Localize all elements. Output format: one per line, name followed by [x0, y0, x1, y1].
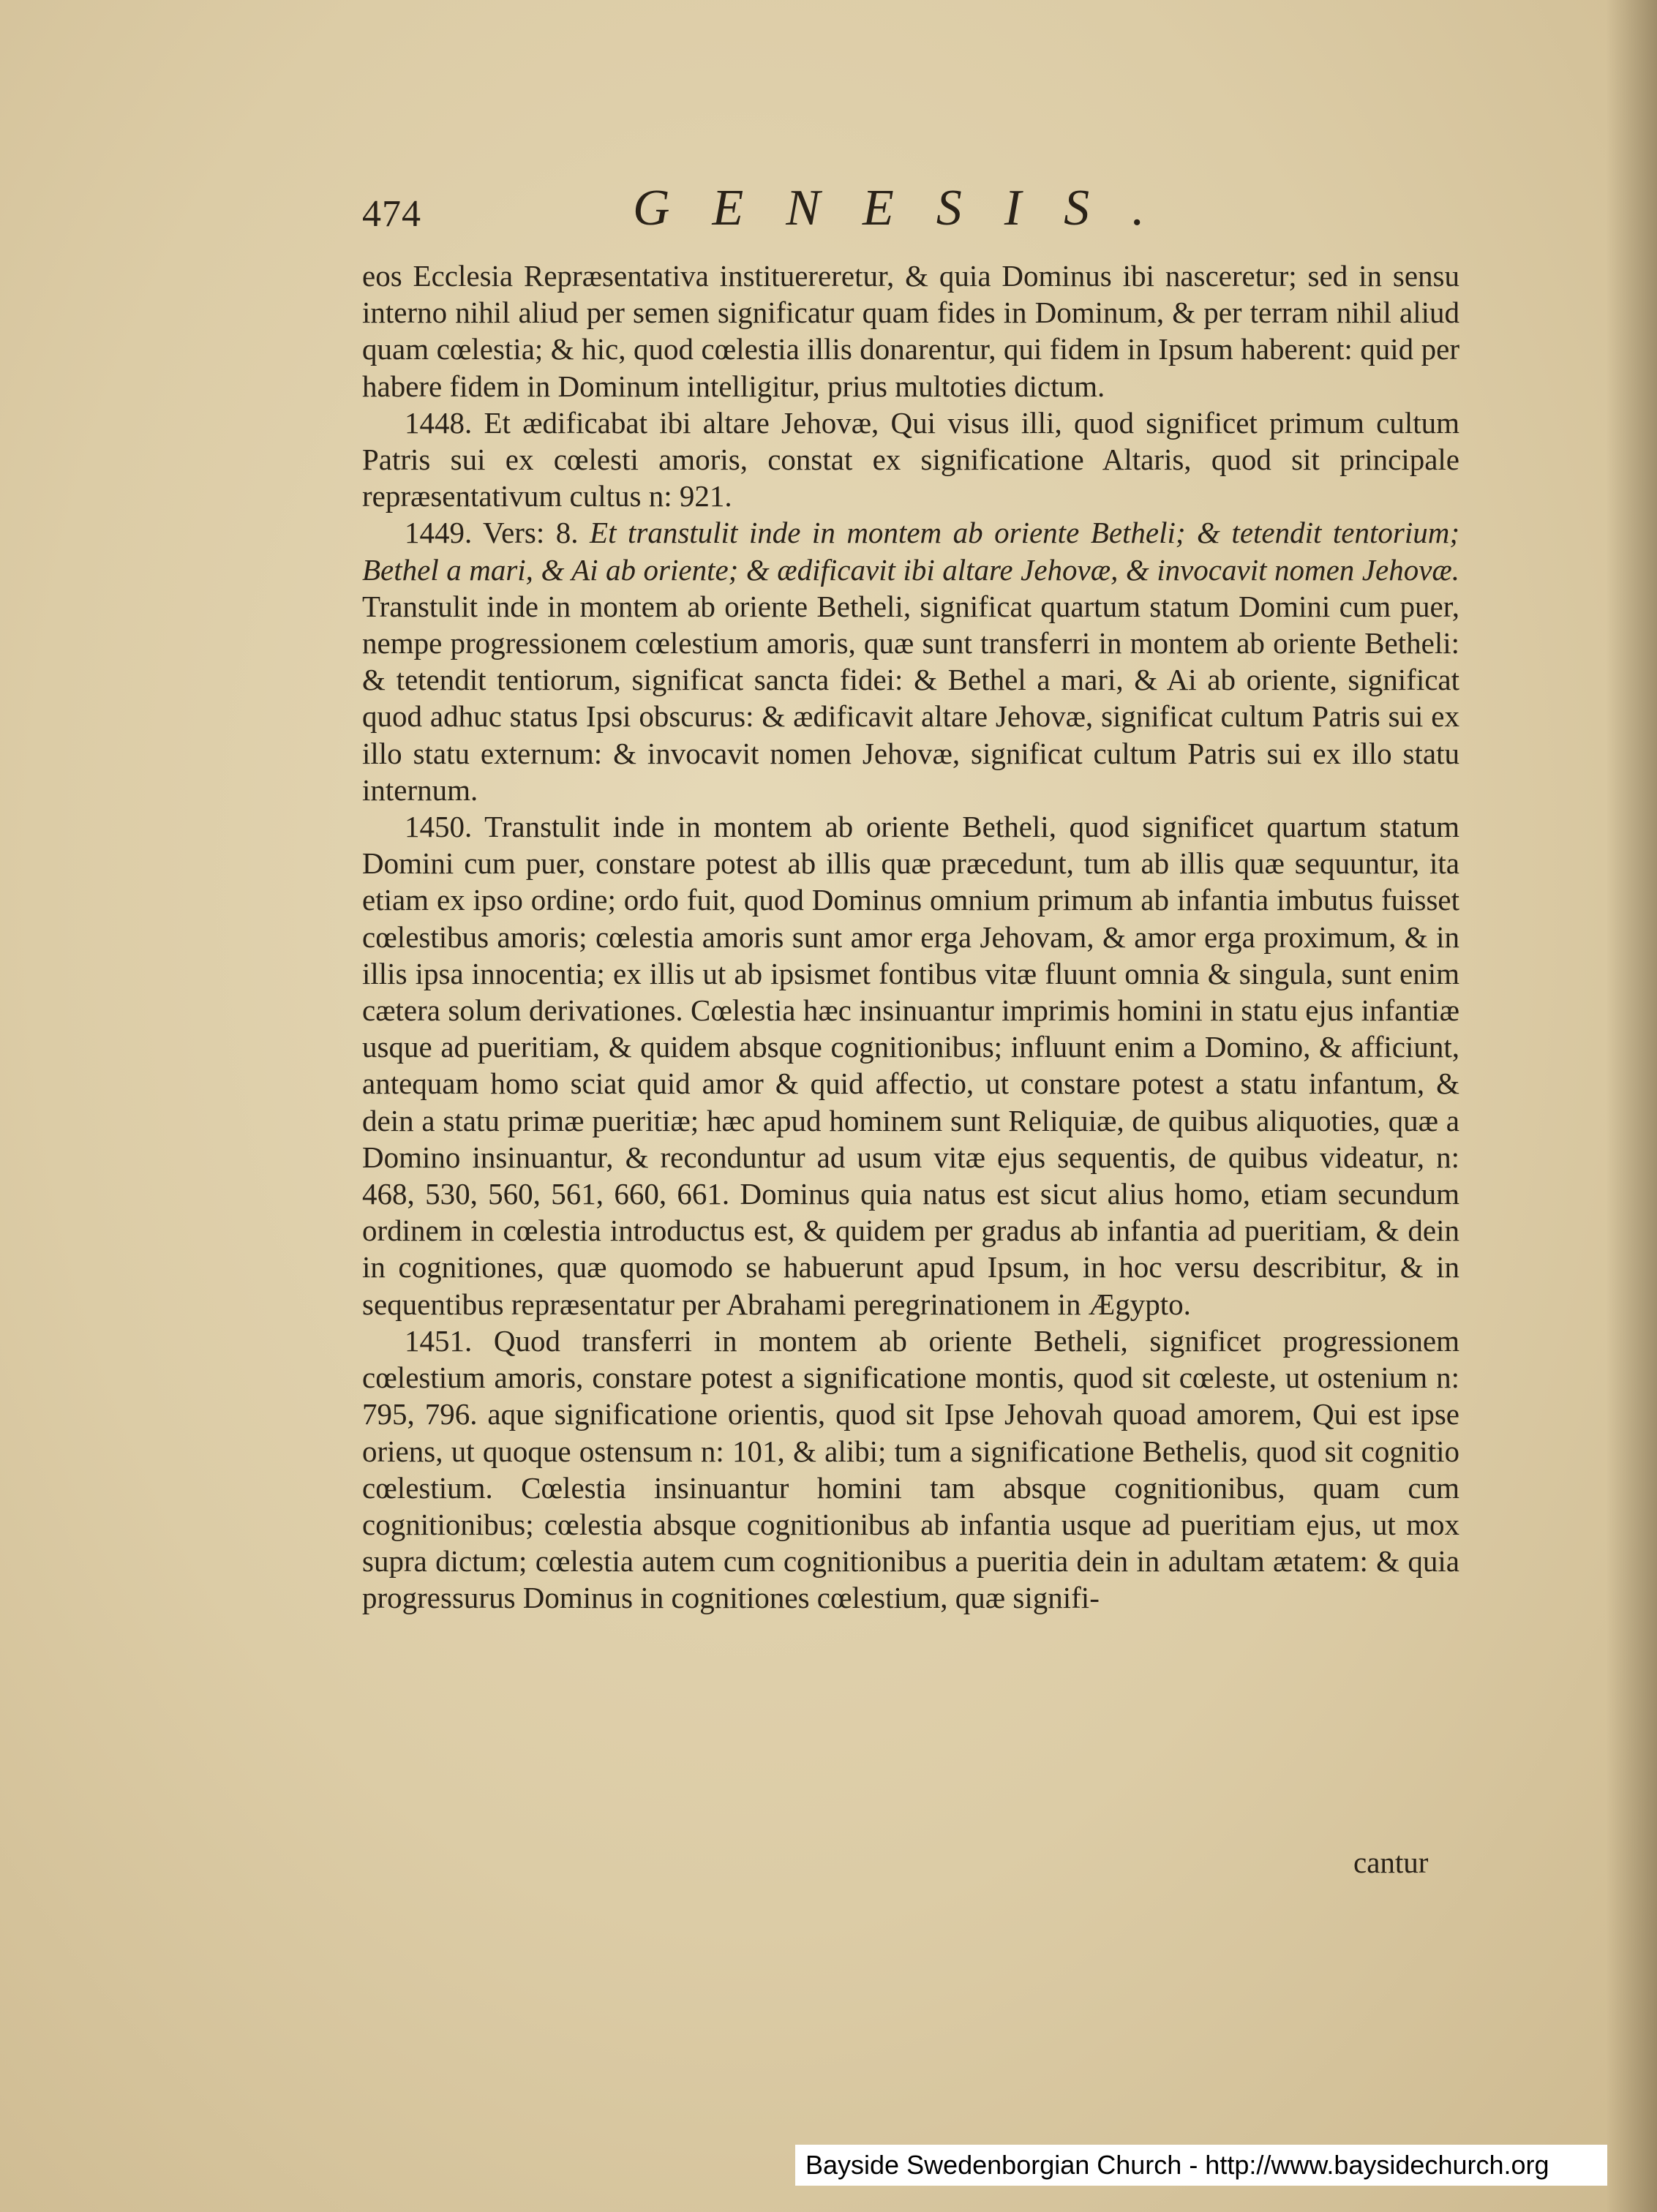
paragraph-text: eos Ecclesia Repræsentativa instituereretur, & quia Dominus ibi nasceretur; sed in sensu interno nihil aliud per semen significatur quam fides in Dominum, & per terram nihil aliud quam cœlestia; & hic, quod cœlestia illis donarentur, qui fidem in Ipsum haberent: quid per habere fidem in Dominum intelligitur, prius multoties dictum. — [362, 259, 1459, 403]
page-edge-shadow — [1606, 0, 1657, 2212]
paragraph-number: 1449. — [405, 516, 473, 550]
paragraph-number: 1451. — [405, 1323, 473, 1358]
paragraph-text: Et ædificabat ibi altare Jehovæ, Qui visus illi, quod significet primum cultum Patris sui ex cœlesti amoris, constat ex significatione Altaris, quod sit principale repræsentativum cultus n: 921. — [362, 405, 1459, 514]
verse-reference: Vers: 8. — [472, 516, 590, 550]
body-text — [362, 257, 1459, 1617]
paragraph-1449 — [362, 514, 1459, 808]
paragraph-1450 — [362, 808, 1459, 1323]
paragraph-number: 1448. — [405, 405, 473, 440]
watermark-banner: Bayside Swedenborgian Church - http://www.baysidechurch.org — [795, 2145, 1607, 2186]
paragraph-text: Transtulit inde in montem ab oriente Betheli, significat quartum statum Domini cum puer, nempe progressionem cœlestium amoris, quæ sunt transferri in montem ab oriente Betheli: & tetendit tentiorum, significat sancta fidei: & Bethel a mari, & Ai ab oriente, significat quod adhuc status Ipsi obscurus: & ædificavit altare Jehovæ, significat cultum Patris sui ex illo statu externum: & invocavit nomen Jehovæ, significat cultum Patris sui ex illo statu internum. — [362, 589, 1459, 807]
running-title: GENESIS. — [633, 180, 1187, 236]
paragraph-1448 — [362, 405, 1459, 515]
paragraph-text: Transtulit inde in montem ab oriente Betheli, quod significet quartum statum Domini cum puer, constare potest ab illis quæ præcedunt, tum ab illis quæ sequuntur, ita etiam ex ipso ordine; ordo fuit, quod Dominus omnium primum ab infantia imbutus fuisset cœlestibus amoris; cœlestia amoris sunt amor erga Jehovam, & amor erga proximum, & in illis ipsa innocentia; ex illis ut ab ipsismet fontibus vitæ fluunt omnia & singula, sunt enim cætera solum derivationes. Cœlestia hæc insinuantur imprimis homini in statu ejus infantiæ usque ad pueritiam, & quidem absque cognitionibus; influunt enim a Domino, & afficiunt, antequam homo sciat quid amor & quid affectio, ut constare potest a statu infantum, & dein a statu primæ pueritiæ; hæc apud hominem sunt Reliquiæ, de quibus aliquoties, quæ a Domino insinuantur, & reconduntur ad usum vitæ ejus sequentis, de quibus videatur, n: 468, 530, 560, 561, 660, 661. Dominus quia natus est sicut alius homo, etiam secundum ordinem in cœlestia introductus est, & quidem per gradus ab infantia ad pueritiam, & dein in cognitiones, quæ quomodo se habuerunt apud Ipsum, in hoc versu describitur, & in sequentibus repræsentatur per Abrahami peregrinationem in Ægypto. — [362, 810, 1459, 1321]
paragraph-number: 1450. — [405, 810, 473, 844]
page-header — [362, 179, 1459, 245]
page-number: 474 — [362, 193, 421, 235]
paragraph-text: Quod transferri in montem ab oriente Betheli, significet progressionem cœlestium amoris, constare potest a significatione montis, quod sit cœleste, ut ostenium n: 795, 796. aque significatione orientis, quod sit Ipse Jehovah quoad amorem, Qui est ipse oriens, ut quoque ostensum n: 101, & alibi; tum a significatione Bethelis, quod sit cognitio cœlestium. Cœlestia insinuantur homini tam absque cognitionibus, quam cum cognitionibus; cœlestia absque cognitionibus ab infantia usque ad pueritiam ejus, ut mox supra dictum; cœlestia autem cum cognitionibus a pueritia dein in adultam ætatem: & quia progressurus Dominus in cognitiones cœlestium, quæ signifi- — [362, 1323, 1459, 1615]
verse-quotation: Et transtulit inde in montem ab oriente Betheli; & tetendit tentorium; Bethel a mari, & Ai ab oriente; & ædificavit ibi altare Jehovæ, & invocavit nomen Jehovæ. — [362, 516, 1459, 587]
catchword: cantur — [1353, 1846, 1429, 1879]
paragraph-continuation — [362, 257, 1459, 405]
paragraph-1451 — [362, 1323, 1459, 1617]
